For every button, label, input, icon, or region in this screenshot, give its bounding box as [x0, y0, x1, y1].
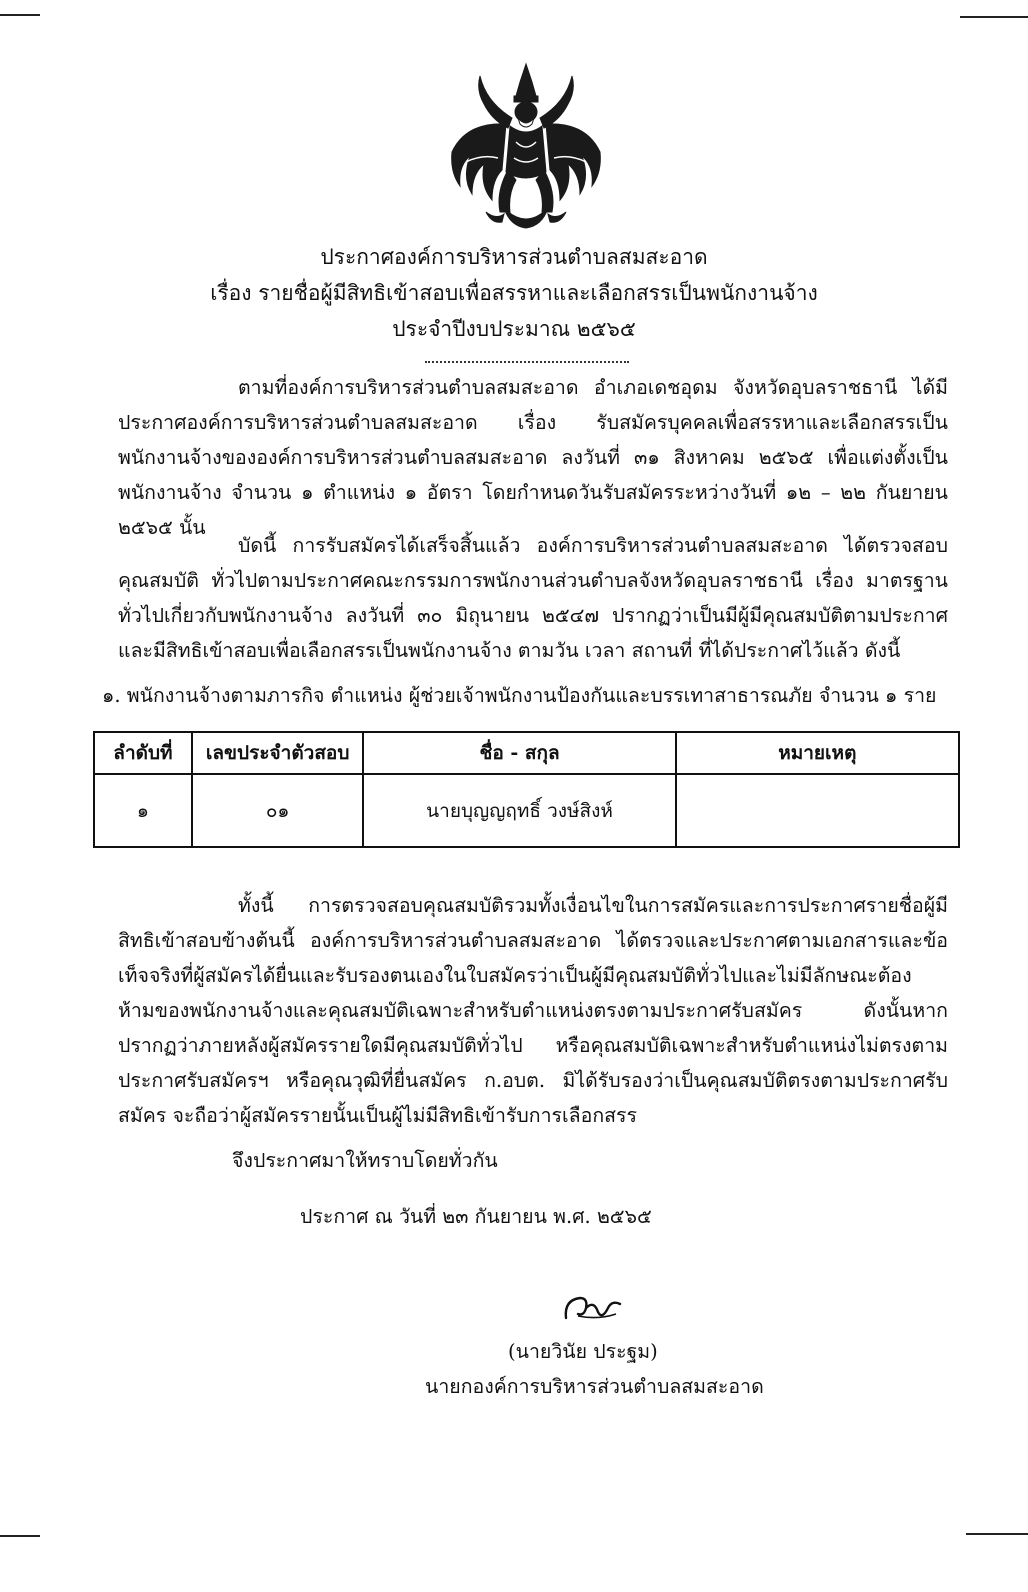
announcement-date: ประกาศ ณ วันที่ ๒๓ กันยายน พ.ศ. ๒๕๖๕ — [300, 1205, 652, 1228]
paragraph-3: ทั้งนี้ การตรวจสอบคุณสมบัติรวมทั้งเงื่อนไขในการสมัครและการประกาศรายชื่อผู้มีสิทธิเข้าสอบข้างต้นนี้ องค์การบริหารส่วนตำบลสมสะอาด ได้ตรวจและประกาศตามเอกสารและข้อเท็จจริงที่ผู้สมัครได้ยื่นและรับรองตนเองในใบสมัครว่าเป็นผู้มีคุณสมบัติทั่วไปและไม่มีลักษณะต้องห้ามของพนักงานจ้างและคุณสมบัติเฉพาะสำหรับตำแหน่งตรงตามประกาศรับสมัคร ดังนั้นหากปรากฏว่าภายหลังผู้สมัครรายใดมีคุณสมบัติทั่วไป หรือคุณสมบัติเฉพาะสำหรับตำแหน่งไม่ตรงตามประกาศรับสมัครฯ หรือคุณวุฒิที่ยื่นสมัคร ก.อบต. มิได้รับรองว่าเป็นคุณสมบัติตรงตามประกาศรับสมัคร จะถือว่าผู้สมัครรายนั้นเป็นผู้ไม่มีสิทธิเข้ารับการเลือกสรร — [118, 894, 948, 1127]
paragraph-2: บัดนี้ การรับสมัครได้เสร็จสิ้นแล้ว องค์การบริหารส่วนตำบลสมสะอาด ได้ตรวจสอบคุณสมบัติ ทั่วไปตามประกาศคณะกรรมการพนักงานส่วนตำบลจังหวัดอุบลราชธานี เรื่อง มาตรฐานทั่วไปเกี่ยวกับพนักงานจ้าง ลงวันที่ ๓๐ มิถุนายน ๒๕๔๗ ปรากฏว่าเป็นมีผู้มีคุณสมบัติตามประกาศและมีสิทธิเข้าสอบเพื่อเลือกสรรเป็นพนักงานจ้าง ตามวัน เวลา สถานที่ ที่ได้ประกาศไว้แล้ว ดังนี้ — [118, 534, 948, 662]
document-title: ประกาศองค์การบริหารส่วนตำบลสมสะอาด — [320, 245, 708, 269]
signatory-position: นายกองค์การบริหารส่วนตำบลสมสะอาด — [425, 1375, 764, 1398]
scan-mark-top-left — [0, 14, 40, 16]
scan-mark-bottom-left — [0, 1535, 40, 1537]
dotted-separator — [425, 361, 629, 363]
scan-mark-top-right — [960, 16, 1028, 18]
header-full-name: ชื่อ - สกุล — [363, 732, 675, 774]
table-row — [94, 774, 959, 847]
closing-statement: จึงประกาศมาให้ทราบโดยทั่วกัน — [232, 1149, 498, 1172]
header-remarks: หมายเหตุ — [676, 732, 959, 774]
header-exam-number: เลขประจำตัวสอบ — [192, 732, 364, 774]
table-header-row — [94, 732, 959, 774]
handwritten-signature — [558, 1290, 628, 1330]
document-fiscal-year: ประจำปีงบประมาณ ๒๕๖๕ — [392, 317, 636, 341]
cell-order: ๑ — [94, 774, 192, 847]
header-order: ลำดับที่ — [94, 732, 192, 774]
cell-full-name: นายบุญญฤทธิ์ วงษ์สิงห์ — [363, 774, 675, 847]
document-subject: เรื่อง รายชื่อผู้มีสิทธิเข้าสอบเพื่อสรรหาและเลือกสรรเป็นพนักงานจ้าง — [210, 281, 818, 305]
scan-mark-bottom-right — [966, 1533, 1028, 1535]
cell-remarks — [676, 774, 959, 847]
garuda-emblem — [446, 62, 606, 230]
position-item-1: ๑. พนักงานจ้างตามภารกิจ ตำแหน่ง ผู้ช่วยเจ้าพนักงานป้องกันและบรรเทาสาธารณภัย จำนวน ๑ ราย — [102, 684, 937, 707]
paragraph-1: ตามที่องค์การบริหารส่วนตำบลสมสะอาด อำเภอเดชอุดม จังหวัดอุบลราชธานี ได้มีประกาศองค์การบริหารส่วนตำบลสมสะอาด เรื่อง รับสมัครบุคคลเพื่อสรรหาและเลือกสรรเป็นพนักงานจ้างขององค์การบริหารส่วนตำบลสมสะอาด ลงวันที่ ๓๑ สิงหาคม ๒๕๖๕ เพื่อแต่งตั้งเป็นพนักงานจ้าง จำนวน ๑ ตำแหน่ง ๑ อัตรา โดยกำหนดวันรับสมัครระหว่างวันที่ ๑๒ – ๒๒ กันยายน ๒๕๖๕ นั้น — [118, 376, 948, 539]
signatory-name: (นายวินัย ประฐม) — [508, 1340, 658, 1363]
cell-exam-number: ๐๑ — [192, 774, 364, 847]
candidate-table — [93, 731, 960, 848]
